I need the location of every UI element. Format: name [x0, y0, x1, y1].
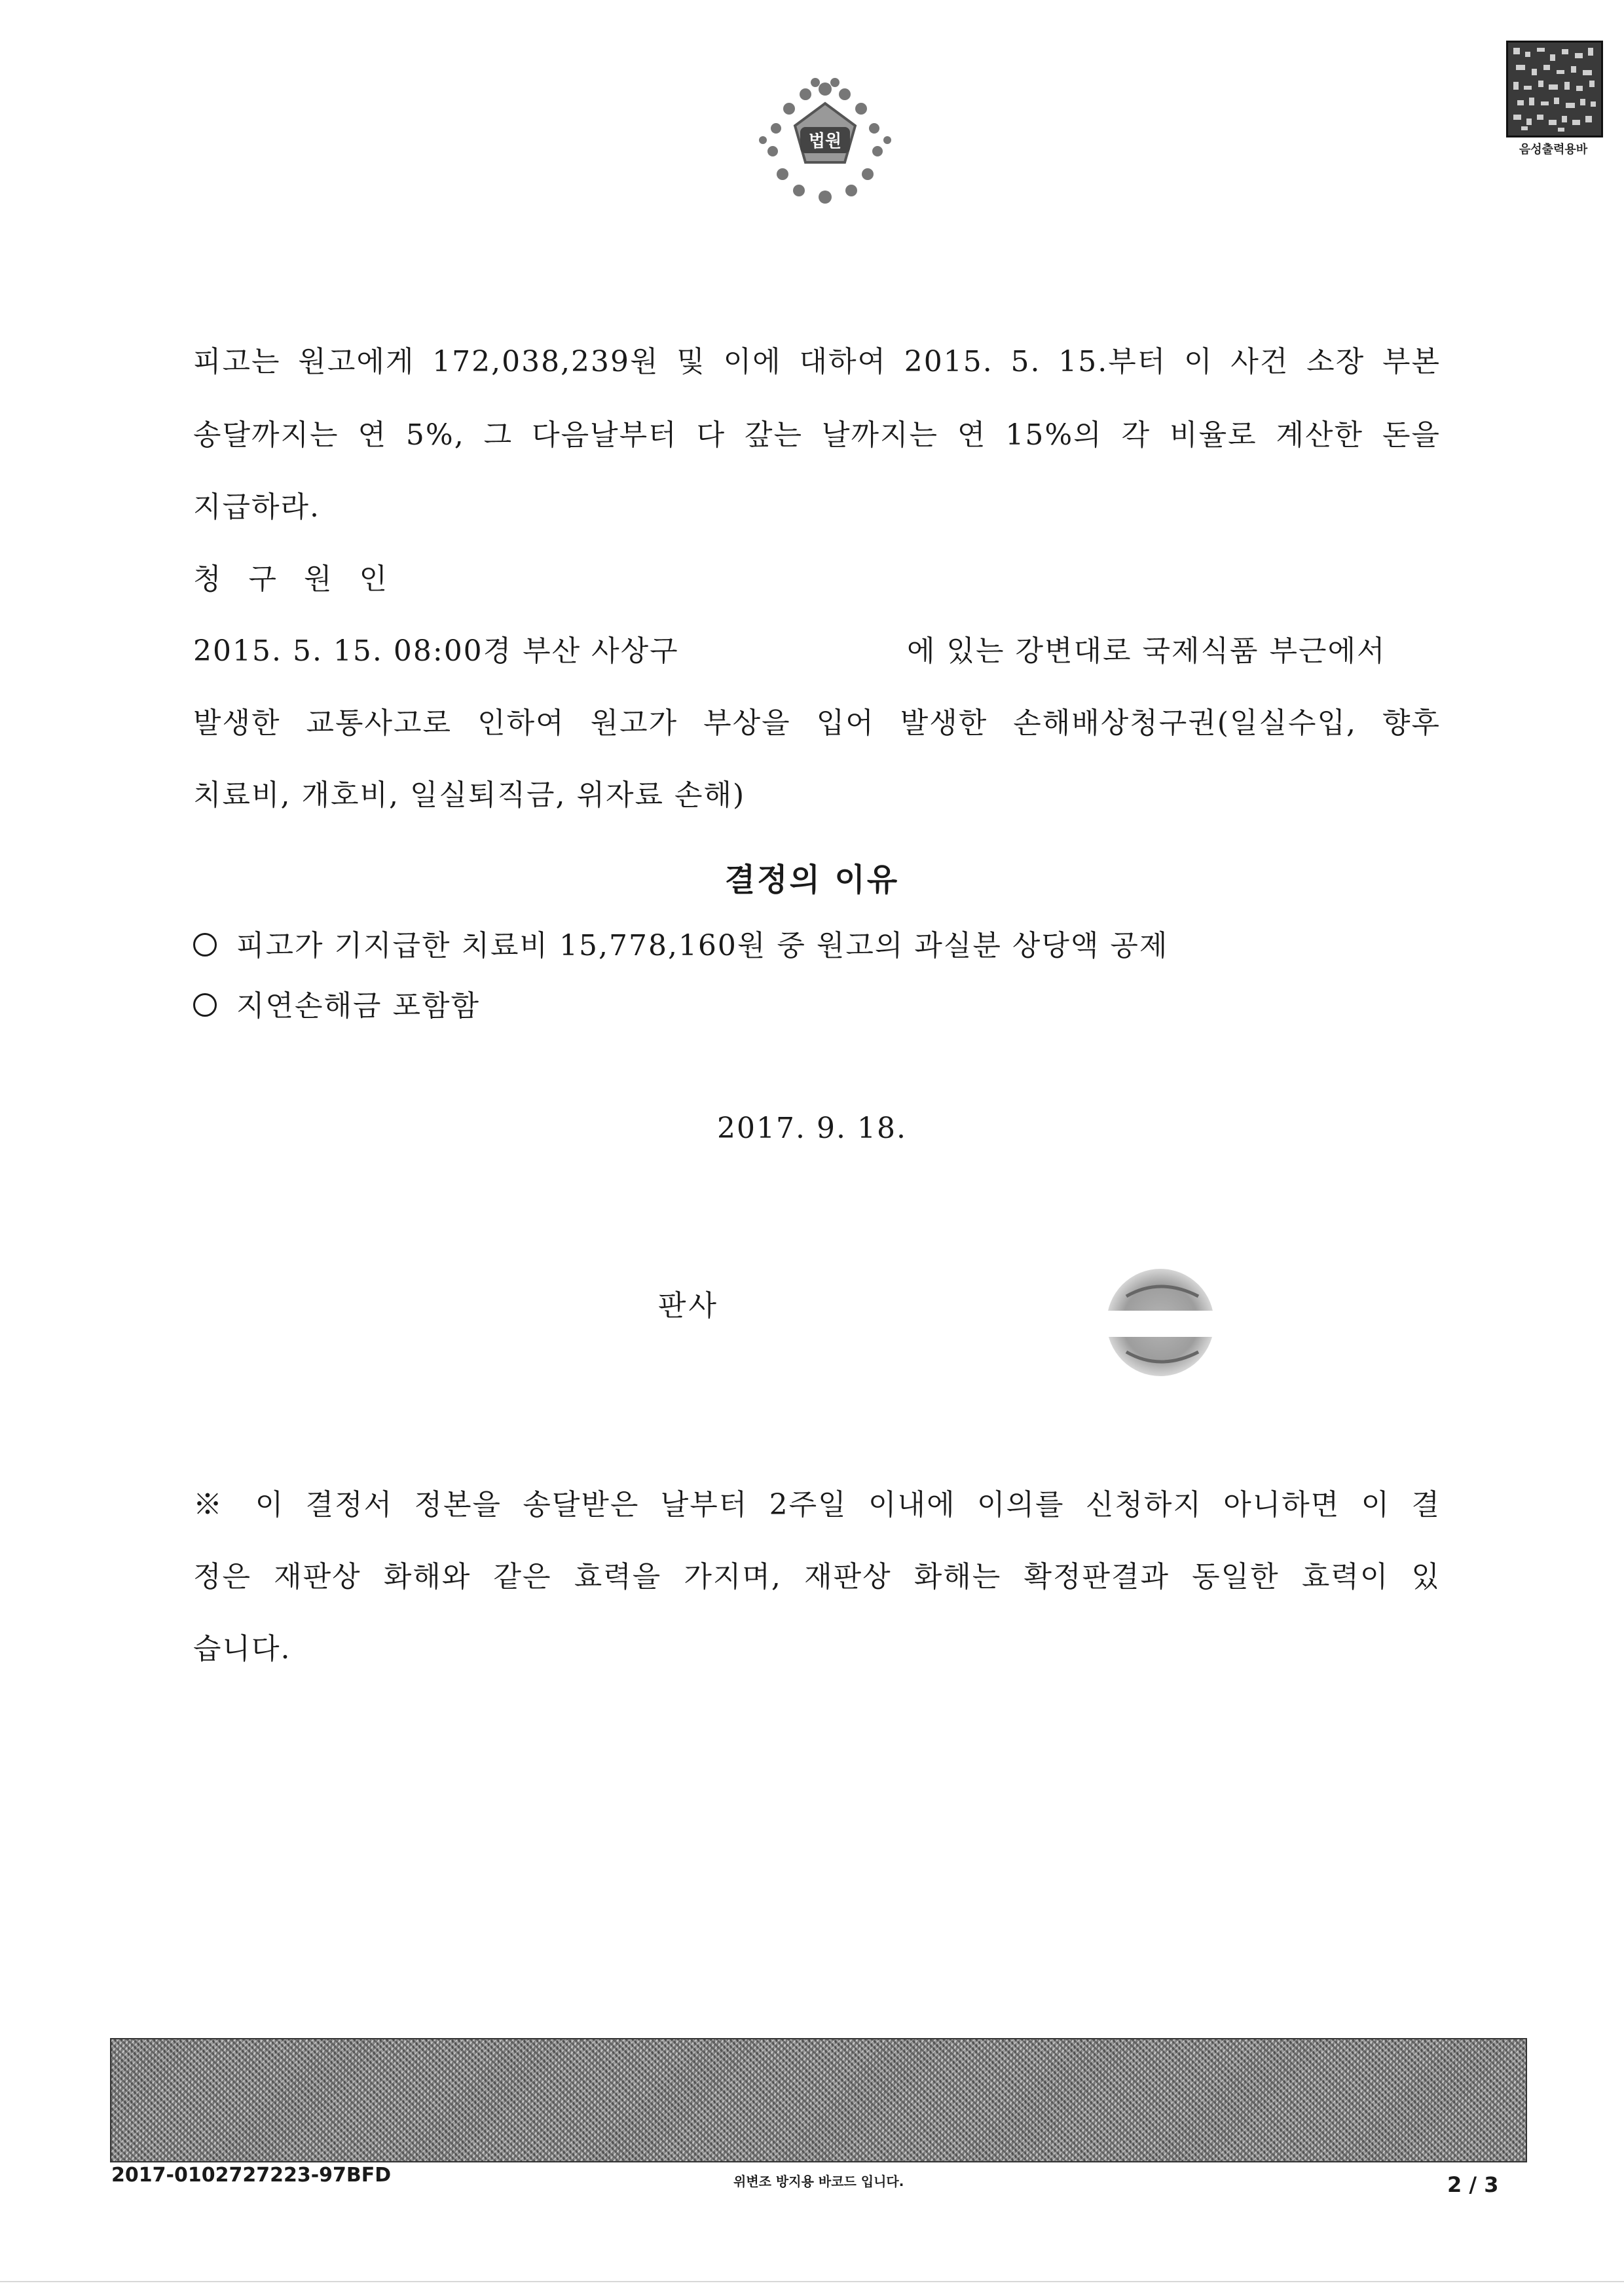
order-line-1: 피고는 원고에게 172,038,239원 및 이에 대하여 2015. 5. 15.부터 이 사건 소장 부본	[193, 345, 1441, 378]
qr-caption: 음성출력용바	[1519, 143, 1588, 156]
judge-stamp	[1100, 1257, 1221, 1388]
reason-item-text: 지연손해금 포함함	[236, 989, 481, 1023]
judge-label: 판사	[658, 1289, 720, 1322]
reasons-title: 결정의 이유	[724, 862, 900, 898]
reason-item-text: 피고가 기지급한 치료비 15,778,160원 중 원고의 과실분 상당액 공제	[236, 929, 1169, 962]
reason-item	[193, 922, 1168, 964]
circle-bullet-icon	[193, 993, 217, 1017]
order-line-3: 지급하라.	[193, 490, 321, 524]
seal-text: 법원	[808, 132, 842, 151]
notice-line-2: 정은 재판상 화해와 같은 효력을 가지며, 재판상 화해는 확정판결과 동일한 효력이 있	[193, 1560, 1441, 1594]
claim-line-2: 발생한 교통사고로 인하여 원고가 부상을 입어 발생한 손해배상청구권(일실수입, 향후	[193, 706, 1441, 740]
barcode-caption: 위변조 방지용 바코드 입니다.	[733, 2174, 904, 2189]
page-edge-line	[0, 2281, 1624, 2282]
document-code: 2017-0102727223-97BFD	[111, 2164, 392, 2187]
claim-line-1b: 에 있는 강변대로 국제식품 부근에서	[907, 634, 1386, 668]
court-seal-emblem	[740, 63, 910, 220]
notice-line-3: 습니다.	[193, 1632, 291, 1666]
notice-line-1: ※ 이 결정서 정본을 송달받은 날부터 2주일 이내에 이의를 신청하지 아니하면 이 결	[193, 1488, 1441, 1522]
claim-line-3: 치료비, 개호비, 일실퇴직금, 위자료 손해)	[193, 778, 746, 812]
reason-item	[193, 982, 480, 1024]
claim-line-1a: 2015. 5. 15. 08:00경 부산 사상구	[193, 634, 679, 668]
order-line-2: 송달까지는 연 5%, 그 다음날부터 다 갚는 날까지는 연 15%의 각 비율로 계산한 돈을	[193, 418, 1441, 452]
qr-code	[1506, 41, 1603, 137]
circle-bullet-icon	[193, 933, 217, 957]
page-number: 2 / 3	[1447, 2172, 1499, 2197]
anti-forgery-barcode	[110, 2038, 1527, 2162]
claim-heading: 청 구 원 인	[193, 562, 396, 596]
decision-date: 2017. 9. 18.	[717, 1112, 907, 1145]
